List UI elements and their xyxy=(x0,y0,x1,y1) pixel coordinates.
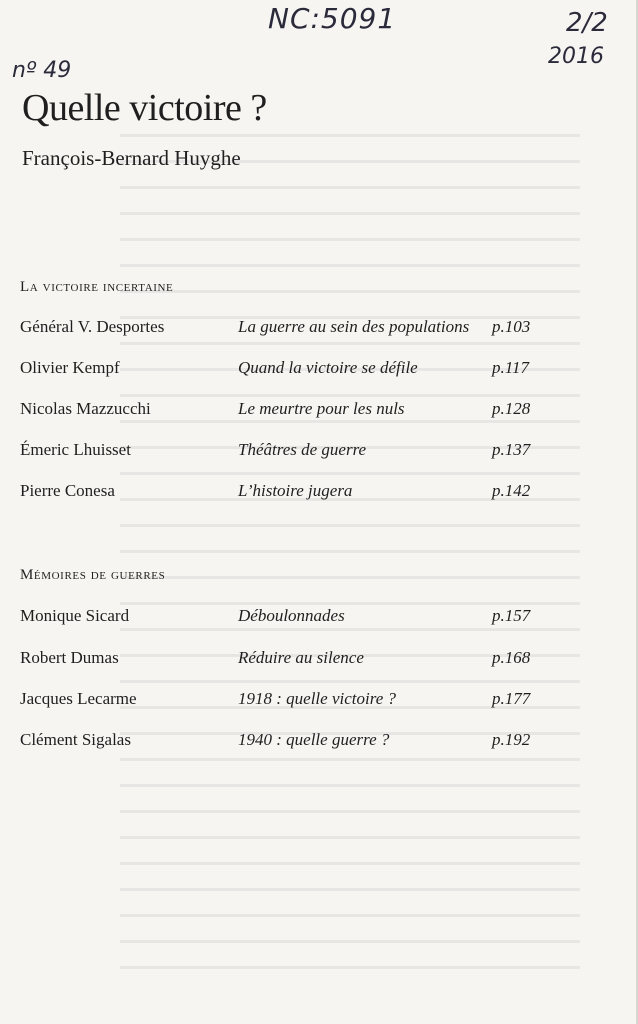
page-reference: p.192 xyxy=(492,730,531,749)
page-reference: p.117 xyxy=(492,358,529,377)
article-title: L’histoire jugera xyxy=(238,481,353,500)
handwritten-call-number: NC:5091 xyxy=(268,2,397,35)
article-title: Le meurtre pour les nuls xyxy=(238,399,405,418)
contributor-name: Général V. Desportes xyxy=(20,317,165,336)
article-title: Quand la victoire se défile xyxy=(238,358,418,377)
page-reference: p.142 xyxy=(492,481,531,500)
toc-row xyxy=(0,399,638,425)
toc-row xyxy=(0,481,638,507)
toc-row xyxy=(0,730,638,756)
page-title: Quelle victoire ? xyxy=(22,87,267,129)
reverse-page-bleed-through xyxy=(120,120,580,980)
page-reference: p.168 xyxy=(492,648,531,667)
page-reference: p.157 xyxy=(492,606,531,625)
contributor-name: Robert Dumas xyxy=(20,648,119,667)
article-title: 1918 : quelle victoire ? xyxy=(238,689,396,708)
page-reference: p.177 xyxy=(492,689,531,708)
page-reference: p.137 xyxy=(492,440,531,459)
handwritten-fraction: 2/2 xyxy=(566,8,608,38)
toc-row xyxy=(0,358,638,384)
handwritten-year: 2016 xyxy=(548,44,604,69)
section-heading: La victoire incertaine xyxy=(20,279,174,295)
contributor-name: Pierre Conesa xyxy=(20,481,115,500)
article-title: 1940 : quelle guerre ? xyxy=(238,730,390,749)
article-title: La guerre au sein des populations xyxy=(238,317,470,336)
toc-row xyxy=(0,317,638,343)
contributor-name: Monique Sicard xyxy=(20,606,130,625)
article-title: Déboulonnades xyxy=(238,606,345,625)
section-heading: Mémoires de guerres xyxy=(20,567,166,583)
article-title: Théâtres de guerre xyxy=(238,440,367,459)
contributor-name: Olivier Kempf xyxy=(20,358,120,377)
page-reference: p.103 xyxy=(492,317,531,336)
contributor-name: Nicolas Mazzucchi xyxy=(20,399,151,418)
toc-row xyxy=(0,440,638,466)
contributor-name: Clément Sigalas xyxy=(20,730,131,749)
toc-row xyxy=(0,648,638,674)
toc-row xyxy=(0,606,638,632)
page-reference: p.128 xyxy=(492,399,531,418)
handwritten-issue-number: nº 49 xyxy=(12,58,72,83)
article-title: Réduire au silence xyxy=(238,648,364,667)
toc-row xyxy=(0,689,638,715)
contributor-name: Jacques Lecarme xyxy=(20,689,137,708)
contributor-name: Émeric Lhuisset xyxy=(20,440,131,459)
author-name: François-Bernard Huyghe xyxy=(22,146,241,170)
